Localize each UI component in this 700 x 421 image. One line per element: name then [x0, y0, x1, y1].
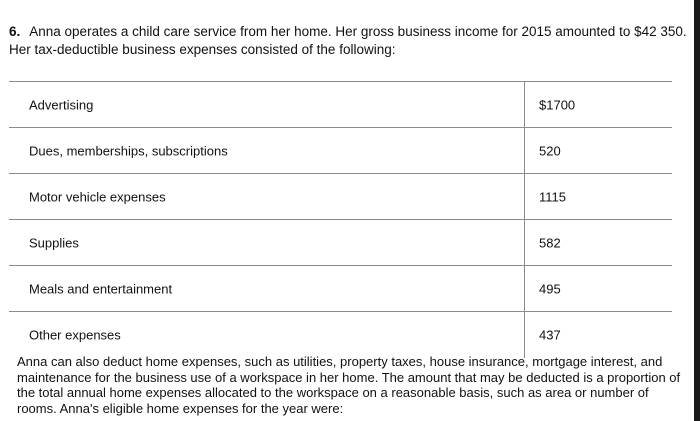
column-divider [524, 128, 525, 173]
column-divider [524, 266, 525, 311]
table-row [9, 266, 672, 312]
column-divider [524, 82, 525, 127]
question-number: 6. [9, 24, 21, 39]
table-row [9, 82, 672, 128]
followup-paragraph: Anna can also deduct home expenses, such as utilities, property taxes, house insurance, mortgage interest, and maintenance for the business use of a workspace in her home. The amount that may be deducted is a proportion of the total annual home expenses allocated to the workspace on a reasonable basis, such as area or number of rooms. Anna's eligible home expenses for the year were: [17, 354, 681, 416]
expense-amount: 437 [539, 327, 561, 343]
expense-amount: 520 [539, 143, 561, 158]
table-row [9, 312, 672, 358]
column-divider [524, 220, 525, 265]
page-edge-shadow [694, 0, 700, 421]
table-row [9, 128, 672, 174]
expense-label: Supplies [29, 235, 79, 250]
column-divider [524, 312, 525, 358]
expenses-table [9, 81, 672, 358]
expense-label: Meals and entertainment [29, 281, 173, 296]
question-body: Anna operates a child care service from her home. Her gross business income for 2015 amounted to $42 350. Her tax-deductible business expenses consisted of the following: [9, 24, 687, 57]
expense-amount: $1700 [539, 97, 576, 112]
expense-amount: 1115 [539, 189, 566, 204]
column-divider [524, 174, 525, 219]
table-row [9, 174, 672, 220]
expense-amount: 582 [539, 235, 561, 250]
question-text-block [9, 23, 689, 59]
table-row [9, 220, 672, 266]
expense-label: Motor vehicle expenses [29, 189, 166, 204]
expense-label: Advertising [29, 97, 94, 112]
expense-amount: 495 [539, 281, 561, 296]
expense-label: Other expenses [29, 327, 121, 343]
expense-label: Dues, memberships, subscriptions [29, 143, 228, 158]
